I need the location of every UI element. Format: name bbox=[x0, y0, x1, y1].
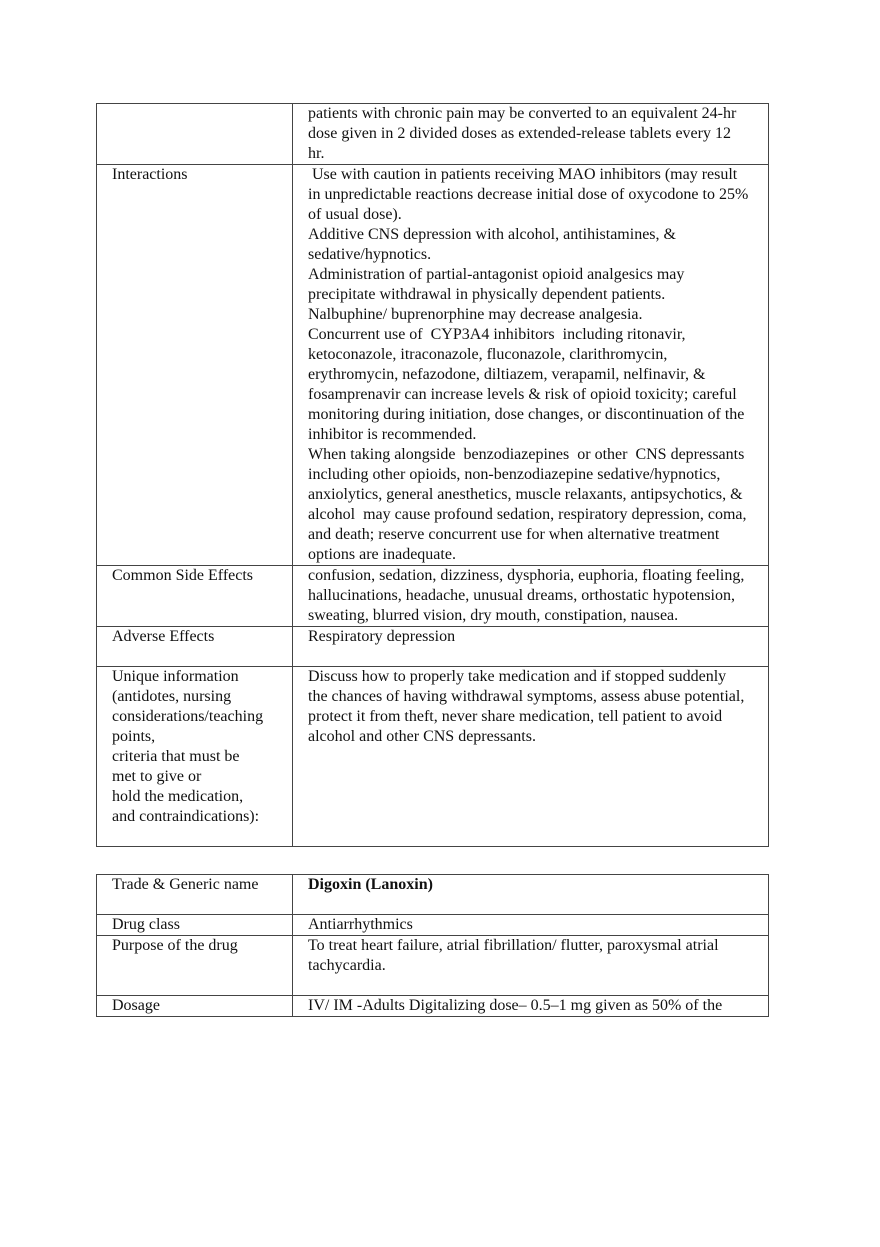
label-cell-empty bbox=[97, 104, 293, 165]
adverse-effects-label: Adverse Effects bbox=[97, 627, 293, 667]
text-line: Administration of partial-antagonist opioid analgesics may bbox=[308, 266, 685, 283]
label-line: and contraindications): bbox=[112, 808, 260, 825]
text-line: Respiratory depression bbox=[308, 628, 456, 645]
drug-name-cell: Digoxin (Lanoxin) bbox=[293, 875, 769, 915]
drug-class-cell: Antiarrhythmics bbox=[293, 915, 769, 936]
text-line: and death; reserve concurrent use for when alternative treatment bbox=[308, 526, 720, 543]
text-line: the chances of having withdrawal symptoms, assess abuse potential, bbox=[308, 688, 745, 705]
text-line: sweating, blurred vision, dry mouth, constipation, nausea. bbox=[308, 607, 679, 624]
text-line: in unpredictable reactions decrease initial dose of oxycodone to 25% bbox=[308, 186, 749, 203]
label-line: hold the medication, bbox=[112, 788, 244, 805]
purpose-label: Purpose of the drug bbox=[97, 936, 293, 996]
unique-info-cell bbox=[293, 667, 769, 847]
label-line: criteria that must be bbox=[112, 748, 240, 765]
table-row-interactions bbox=[97, 165, 769, 566]
text-line: including other opioids, non-benzodiazepine sedative/hypnotics, bbox=[308, 466, 721, 483]
label-line: (antidotes, nursing bbox=[112, 688, 232, 705]
dosage-cell bbox=[293, 996, 769, 1017]
text-line: fosamprenavir can increase levels & risk of opioid toxicity; careful bbox=[308, 386, 737, 403]
drug-table-digoxin bbox=[96, 874, 769, 1017]
text-line: When taking alongside benzodiazepines or other CNS depressants bbox=[308, 446, 745, 463]
text-line: tachycardia. bbox=[308, 957, 386, 974]
table-row-dosage-continuation bbox=[97, 104, 769, 165]
text-line: erythromycin, nefazodone, diltiazem, verapamil, nelfinavir, & bbox=[308, 366, 706, 383]
drug-table-oxycodone bbox=[96, 103, 769, 847]
text-line: precipitate withdrawal in physically dependent patients. bbox=[308, 286, 666, 303]
table-row-unique-info bbox=[97, 667, 769, 847]
table-row-dosage bbox=[97, 996, 769, 1017]
side-effects-label: Common Side Effects bbox=[97, 566, 293, 627]
text-line: inhibitor is recommended. bbox=[308, 426, 477, 443]
text-line: protect it from theft, never share medication, tell patient to avoid bbox=[308, 708, 723, 725]
text-line: alcohol may cause profound sedation, respiratory depression, coma, bbox=[308, 506, 747, 523]
text-line: confusion, sedation, dizziness, dysphoria, euphoria, floating feeling, bbox=[308, 567, 745, 584]
text-line: IV/ IM -Adults Digitalizing dose– 0.5–1 mg given as 50% of the bbox=[308, 997, 723, 1014]
purpose-cell bbox=[293, 936, 769, 996]
text-line: Additive CNS depression with alcohol, antihistamines, & bbox=[308, 226, 676, 243]
label-line: considerations/teaching bbox=[112, 708, 264, 725]
label-line: Unique information bbox=[112, 668, 239, 685]
class-label: Drug class bbox=[97, 915, 293, 936]
dosage-continuation-cell bbox=[293, 104, 769, 165]
label-line: met to give or bbox=[112, 768, 202, 785]
text-line: options are inadequate. bbox=[308, 546, 456, 563]
text-line: Nalbuphine/ buprenorphine may decrease analgesia. bbox=[308, 306, 643, 323]
dosage-label: Dosage bbox=[97, 996, 293, 1017]
text-line: Use with caution in patients receiving MAO inhibitors (may result bbox=[308, 166, 738, 183]
interactions-cell bbox=[293, 165, 769, 566]
text-line: hr. bbox=[308, 145, 325, 162]
text-line: anxiolytics, general anesthetics, muscle relaxants, antipsychotics, & bbox=[308, 486, 743, 503]
text-line: To treat heart failure, atrial fibrillation/ flutter, paroxysmal atrial bbox=[308, 937, 719, 954]
text-line: dose given in 2 divided doses as extended-release tablets every 12 bbox=[308, 125, 731, 142]
table-row-name bbox=[97, 875, 769, 915]
table-row-class bbox=[97, 915, 769, 936]
table-row-adverse-effects bbox=[97, 627, 769, 667]
name-label: Trade & Generic name bbox=[97, 875, 293, 915]
text-line: Concurrent use of CYP3A4 inhibitors including ritonavir, bbox=[308, 326, 686, 343]
unique-info-label bbox=[97, 667, 293, 847]
adverse-effects-cell bbox=[293, 627, 769, 667]
text-line: sedative/hypnotics. bbox=[308, 246, 432, 263]
table-row-side-effects bbox=[97, 566, 769, 627]
text-line: Discuss how to properly take medication and if stopped suddenly bbox=[308, 668, 727, 685]
text-line: of usual dose). bbox=[308, 206, 402, 223]
text-line: alcohol and other CNS depressants. bbox=[308, 728, 536, 745]
side-effects-cell bbox=[293, 566, 769, 627]
text-line: ketoconazole, itraconazole, fluconazole, clarithromycin, bbox=[308, 346, 668, 363]
text-line: patients with chronic pain may be converted to an equivalent 24-hr bbox=[308, 105, 737, 122]
text-line: monitoring during initiation, dose changes, or discontinuation of the bbox=[308, 406, 745, 423]
label-line: points, bbox=[112, 728, 156, 745]
table-row-purpose bbox=[97, 936, 769, 996]
interactions-label: Interactions bbox=[97, 165, 293, 566]
text-line: hallucinations, headache, unusual dreams, orthostatic hypotension, bbox=[308, 587, 735, 604]
